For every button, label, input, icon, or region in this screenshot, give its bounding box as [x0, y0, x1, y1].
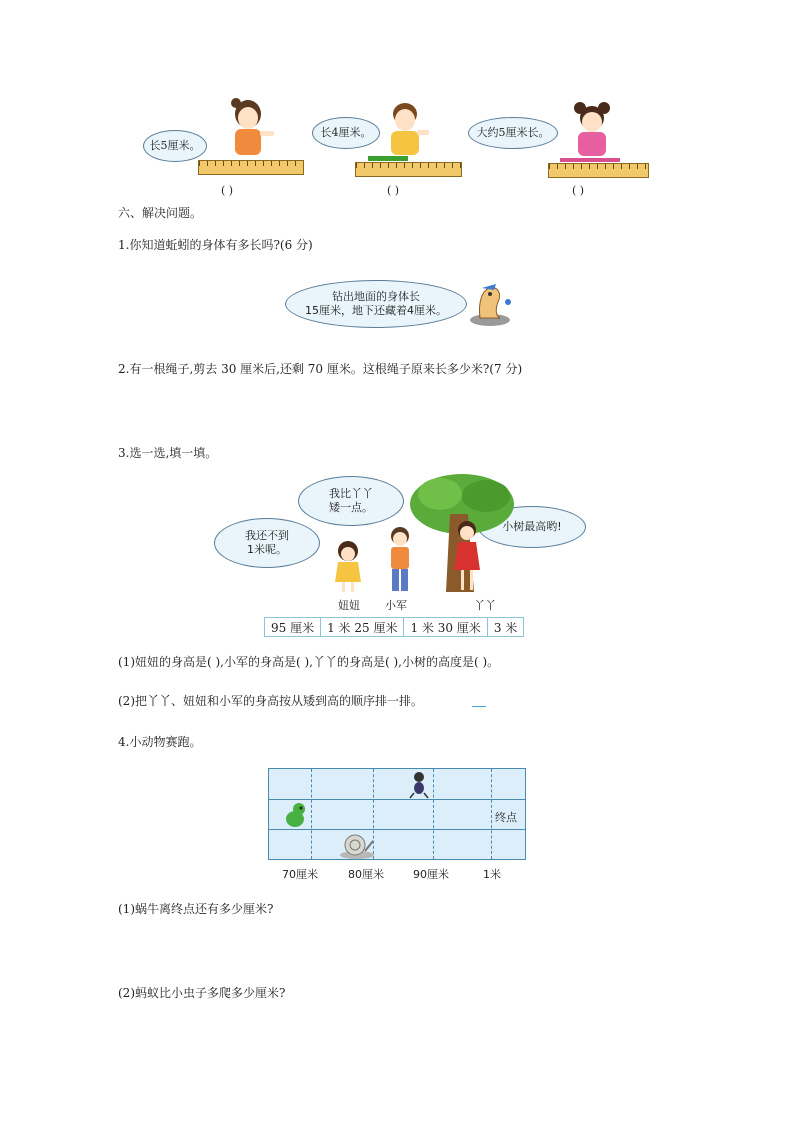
speech-text: 长5厘米。	[149, 139, 201, 152]
speech-text: 长4厘米。	[320, 126, 372, 139]
question-3-title: 3.选一选,填一填。	[118, 446, 218, 460]
question-3-sub-1: (1)妞妞的身高是( ),小军的身高是( ),丫丫的身高是( ),小树的高度是( )。	[118, 655, 500, 669]
lane-divider	[269, 799, 525, 800]
speech-bubble	[312, 117, 380, 149]
boy-figure-icon	[375, 100, 435, 160]
ruler-icon	[355, 162, 462, 177]
option-cell: 1 米 30 厘米	[404, 618, 487, 637]
name-label-yaya: 丫丫	[474, 599, 496, 612]
mark-label-80: 80厘米	[348, 868, 384, 881]
mark-label-90: 90厘米	[413, 868, 449, 881]
speech-line: 小树最高哟!	[502, 520, 562, 533]
speech-text: 大约5厘米长。	[476, 126, 550, 139]
speech-line-2: 15厘米，地下还藏着4厘米。	[305, 304, 447, 317]
question-4-sub-1: (1)蜗牛离终点还有多少厘米?	[118, 902, 274, 916]
worm-speech-bubble	[285, 280, 467, 328]
ruler-icon	[548, 163, 649, 178]
speech-line-1: 钻出地面的身体长	[332, 290, 420, 303]
finish-label: 终点	[495, 811, 517, 824]
mark-line-70	[311, 769, 312, 859]
xiaojun-boy-icon	[385, 526, 415, 594]
race-track	[268, 768, 526, 860]
bar-icon	[560, 158, 620, 162]
ruler-icon	[198, 160, 304, 175]
snail-icon	[339, 833, 375, 859]
option-cell: 95 厘米	[265, 618, 321, 637]
girl-figure-icon	[218, 98, 278, 160]
question-3-sub-2: (2)把丫丫、妞妞和小军的身高按从矮到高的顺序排一排。	[118, 694, 424, 708]
option-cell: 1 米 25 厘米	[321, 618, 404, 637]
question-4-title: 4.小动物赛跑。	[118, 735, 202, 749]
answer-blank[interactable]	[472, 706, 486, 707]
speech-line: 我比丫丫	[329, 487, 373, 500]
lane-divider	[269, 829, 525, 830]
name-label-niuniu: 妞妞	[338, 599, 360, 612]
mark-line-100	[491, 769, 492, 859]
speech-line: 我还不到	[245, 529, 289, 542]
question-2-title: 2.有一根绳子,剪去 30 厘米后,还剩 70 厘米。这根绳子原来长多少米?(7 分)	[118, 362, 523, 376]
name-label-xiaojun: 小军	[385, 599, 407, 612]
section-title: 六、解决问题。	[118, 206, 203, 220]
mark-label-100: 1米	[483, 868, 501, 881]
question-1-title: 1.你知道蚯蚓的身体有多长吗?(6 分)	[118, 238, 313, 252]
speech-bubble	[143, 130, 207, 162]
speech-line: 1米呢。	[247, 543, 287, 556]
bar-icon	[368, 156, 408, 161]
niuniu-girl-icon	[333, 540, 363, 594]
speech-bubble	[468, 117, 558, 149]
option-cell: 3 米	[487, 618, 523, 637]
speech-bubble-niuniu	[214, 518, 320, 568]
earthworm-icon	[468, 280, 516, 328]
height-options-table	[264, 617, 524, 637]
answer-blank[interactable]: ( )	[221, 184, 234, 197]
speech-bubble-xiaojun	[298, 476, 404, 526]
question-4-sub-2: (2)蚂蚁比小虫子多爬多少厘米?	[118, 986, 286, 1000]
ant-icon	[407, 771, 431, 799]
speech-line: 矮一点。	[329, 501, 373, 514]
answer-blank[interactable]: ( )	[572, 184, 585, 197]
mark-line-90	[433, 769, 434, 859]
girl-figure-icon	[562, 100, 622, 160]
table-row	[265, 618, 524, 637]
mark-label-70: 70厘米	[282, 868, 318, 881]
bug-icon	[283, 801, 309, 829]
yaya-girl-icon	[452, 520, 482, 594]
answer-blank[interactable]: ( )	[387, 184, 400, 197]
